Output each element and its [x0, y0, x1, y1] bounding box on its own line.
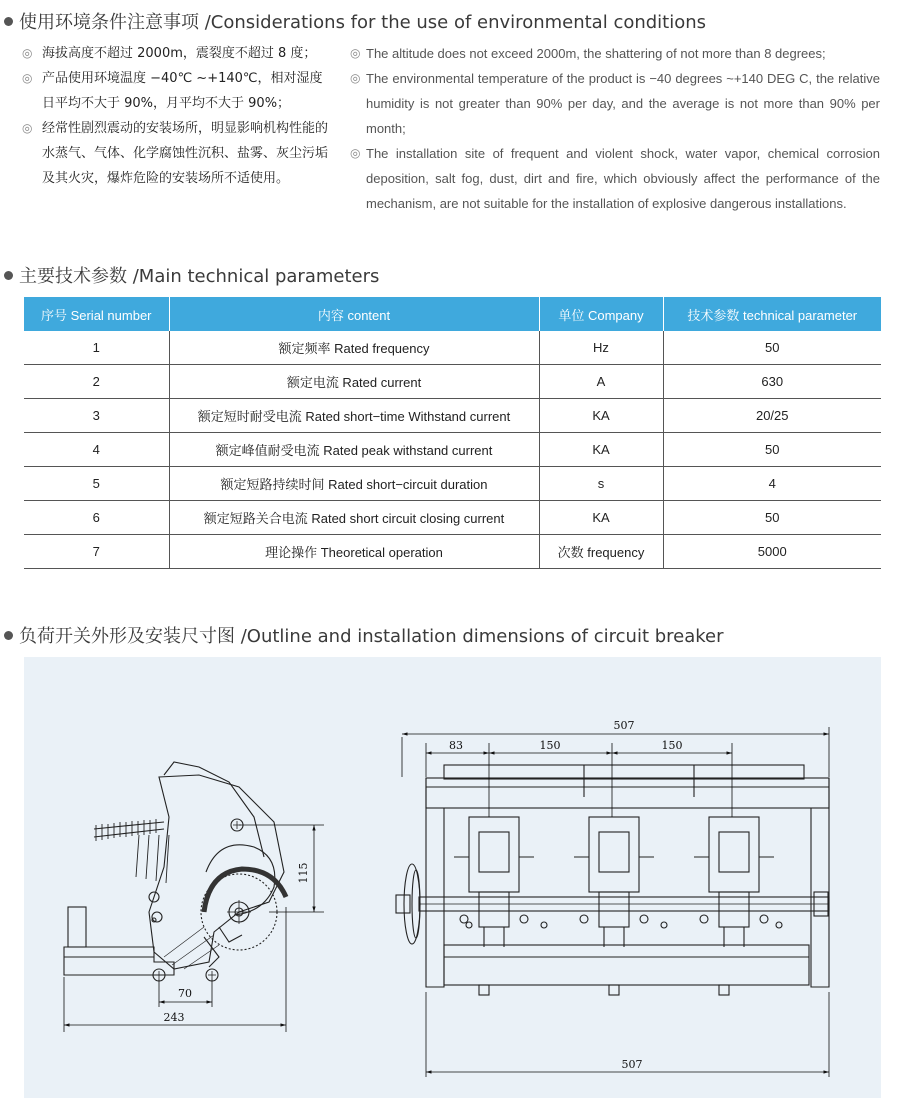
cell-value: 4 [663, 467, 881, 501]
side-view-drawing [64, 762, 286, 981]
header-unit: 单位 Company [539, 297, 663, 331]
cell-content: 额定峰值耐受电流 Rated peak withstand current [169, 433, 539, 467]
dimension-side-width: 243 [163, 1011, 185, 1024]
list-item: ◎ The installation site of frequent and violent shock, water vapor, chemical corrosion deposition, salt fog, dust, dirt and fire, which obviously affect the performance of the mechanism, are not suitable for the installation of explosive dangerous installations. [350, 141, 880, 216]
bullet-icon [4, 271, 13, 280]
cell-content: 额定电流 Rated current [169, 365, 539, 399]
header-content: 内容 content [169, 297, 539, 331]
outline-drawing [24, 657, 881, 1098]
cell-serial: 3 [24, 399, 169, 433]
cell-content: 额定频率 Rated frequency [169, 331, 539, 365]
environment-en-list [350, 41, 880, 216]
cell-value: 630 [663, 365, 881, 399]
table-row [24, 433, 881, 467]
table-row [24, 365, 881, 399]
circle-mark-icon: ◎ [22, 46, 33, 60]
cell-unit: s [539, 467, 663, 501]
cell-value: 5000 [663, 535, 881, 569]
circle-mark-icon: ◎ [22, 71, 33, 85]
circle-mark-icon: ◎ [22, 121, 33, 135]
cell-content: 额定短路关合电流 Rated short circuit closing current [169, 501, 539, 535]
cell-serial: 2 [24, 365, 169, 399]
bullet-icon [4, 17, 13, 26]
circle-mark-icon: ◎ [350, 146, 361, 160]
table-row [24, 467, 881, 501]
section-title-environment: 使用环境条件注意事项 /Considerations for the use of environmental conditions [4, 8, 706, 34]
front-view-drawing [396, 765, 829, 995]
dimension-front-pitch-2: 150 [661, 739, 683, 752]
section-title-outline: 负荷开关外形及安装尺寸图 /Outline and installation dimensions of circuit breaker [4, 622, 724, 648]
cell-content: 理论操作 Theoretical operation [169, 535, 539, 569]
dimension-side-height: 115 [297, 862, 310, 884]
cell-content: 额定短时耐受电流 Rated short−time Withstand current [169, 399, 539, 433]
dimension-front-pitch-1: 150 [539, 739, 561, 752]
environment-cn-list [20, 41, 330, 191]
circle-mark-icon: ◎ [350, 71, 361, 85]
table-row [24, 535, 881, 569]
cell-unit: KA [539, 501, 663, 535]
cell-serial: 6 [24, 501, 169, 535]
dimension-front-total-bottom: 507 [621, 1058, 643, 1071]
dimension-front-total-top: 507 [613, 719, 635, 732]
outline-drawing-panel [24, 657, 881, 1098]
cell-unit: KA [539, 433, 663, 467]
list-item: ◎ The altitude does not exceed 2000m, the shattering of not more than 8 degrees; [350, 41, 880, 66]
cell-value: 50 [663, 433, 881, 467]
cell-content: 额定短路持续时间 Rated short−circuit duration [169, 467, 539, 501]
table-row [24, 399, 881, 433]
cell-unit: KA [539, 399, 663, 433]
cell-unit: A [539, 365, 663, 399]
list-item: ◎ 海拔高度不超过 2000m，震裂度不超过 8 度； [20, 41, 330, 66]
table-row [24, 331, 881, 365]
table-row [24, 501, 881, 535]
list-item: ◎ The environmental temperature of the product is −40 degrees ~+140 DEG C, the relative humidity is not greater than 90% per day, and the average is not more than 90% per month; [350, 66, 880, 141]
dimension-front-offset: 83 [449, 739, 463, 752]
section-title-parameters: 主要技术参数 /Main technical parameters [4, 262, 379, 288]
cell-serial: 5 [24, 467, 169, 501]
cell-serial: 1 [24, 331, 169, 365]
header-technical-parameter: 技术参数 technical parameter [663, 297, 881, 331]
dimension-side-small-width: 70 [178, 987, 192, 1000]
list-item: ◎ 产品使用环境温度 −40℃ ~+140℃，相对湿度日平均不大于 90%，月平均不大于 90%； [20, 66, 330, 116]
cell-serial: 7 [24, 535, 169, 569]
circle-mark-icon: ◎ [350, 46, 361, 60]
header-serial-number: 序号 Serial number [24, 297, 169, 331]
cell-value: 20/25 [663, 399, 881, 433]
cell-value: 50 [663, 501, 881, 535]
bullet-icon [4, 631, 13, 640]
cell-value: 50 [663, 331, 881, 365]
cell-unit: 次数 frequency [539, 535, 663, 569]
cell-serial: 4 [24, 433, 169, 467]
parameters-table [24, 297, 881, 569]
table-header-row [24, 297, 881, 331]
cell-unit: Hz [539, 331, 663, 365]
side-view-dimensions [64, 825, 324, 1032]
list-item: ◎ 经常性剧烈震动的安装场所，明显影响机构性能的水蒸气、气体、化学腐蚀性沉积、盐雾、灰尘污垢及其火灾，爆炸危险的安装场所不适使用。 [20, 116, 330, 191]
